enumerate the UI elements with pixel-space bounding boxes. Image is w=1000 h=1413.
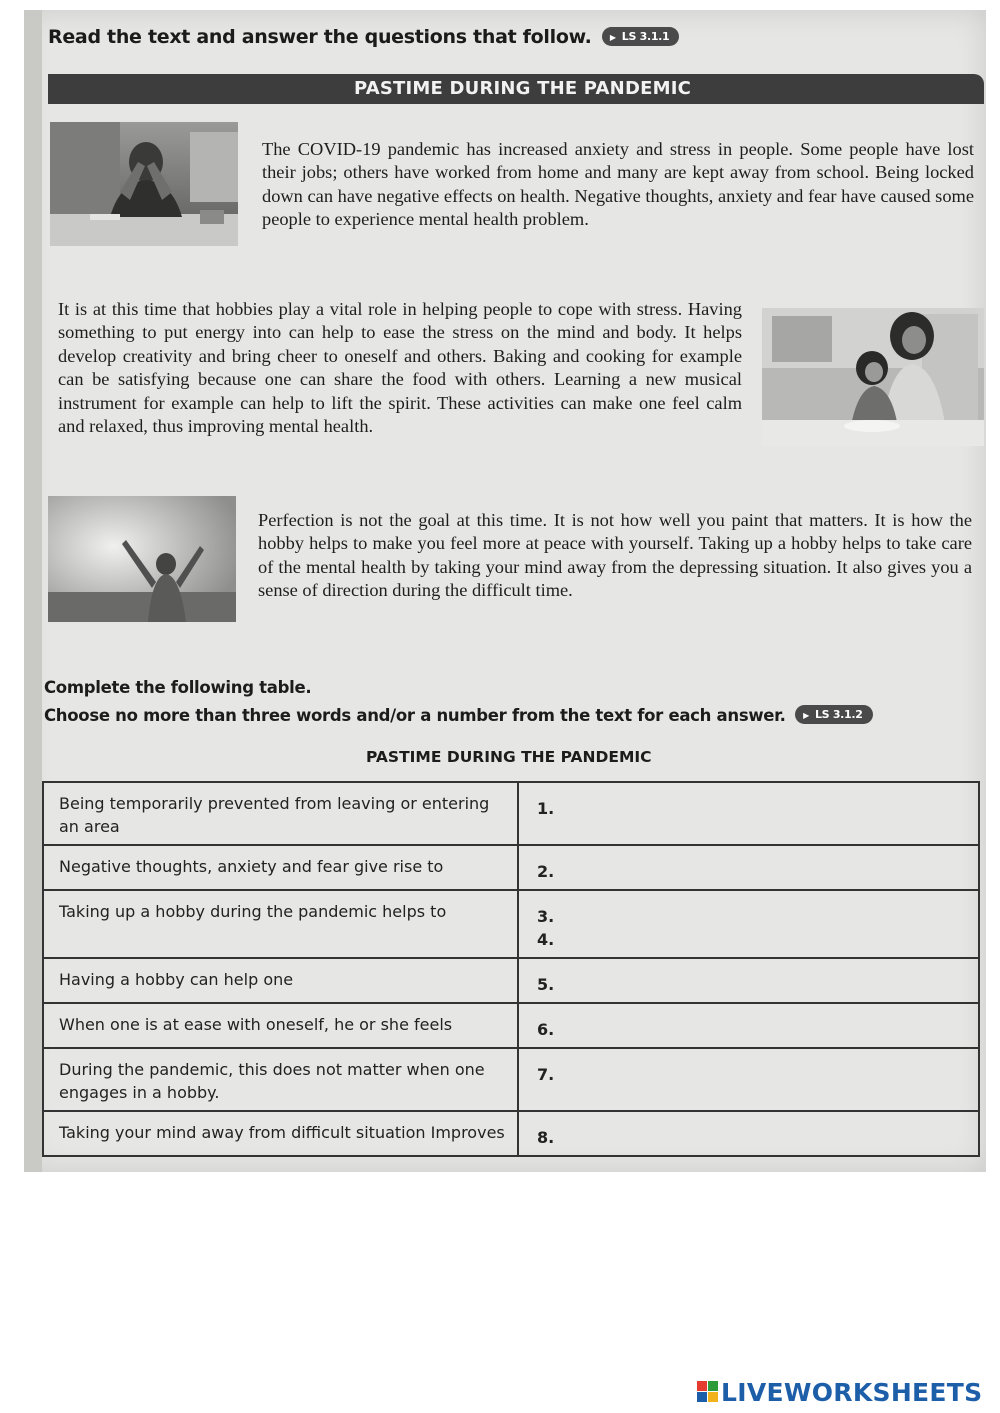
table-row: [43, 1003, 979, 1048]
liveworksheets-logo: [697, 1377, 982, 1407]
ls-badge-2: [795, 705, 873, 724]
question-cell: Being temporarily prevented from leaving or entering an area: [43, 782, 518, 845]
answer-number: 4.: [537, 930, 555, 949]
page-binding-shadow: [24, 10, 42, 1172]
question-cell: During the pandemic, this does not matter when one engages in a hobby.: [43, 1048, 518, 1111]
question-cell: Taking your mind away from difficult situation Improves: [43, 1111, 518, 1156]
ls-badge-1-label: LS 3.1.1: [621, 30, 670, 43]
arms-raised-person-photo: [48, 496, 236, 622]
ls-badge-1: [602, 27, 680, 46]
play-icon: ▶: [803, 711, 809, 720]
task-instruction-2-text: Choose no more than three words and/or a number from the text for each answer.: [44, 706, 786, 725]
answer-number: 7.: [537, 1065, 555, 1084]
play-icon: ▶: [609, 33, 616, 42]
question-cell: Having a hobby can help one: [43, 958, 518, 1003]
answer-number: 3.: [537, 907, 555, 926]
answer-cell[interactable]: [518, 1111, 979, 1156]
question-cell: When one is at ease with oneself, he or she feels: [43, 1003, 518, 1048]
question-cell: Negative thoughts, anxiety and fear give rise to: [43, 845, 518, 890]
paragraph-2: It is at this time that hobbies play a vital role in helping people to cope with stress. Having something to put energy into can help to ease the stress on the mind and body. It helps develop creativity and bring cheer to oneself and others. Baking and cooking for example can be satisfying because one can share the food with others. Learning a new musical instrument for example can help to lift the spirit. These activities can make one feel calm and relaxed, thus improving mental health.: [58, 299, 742, 437]
question-cell: Taking up a hobby during the pandemic helps to: [43, 890, 518, 958]
task-instruction-1: Complete the following table.: [44, 678, 312, 697]
answer-cell[interactable]: [518, 1003, 979, 1048]
table-title: PASTIME DURING THE PANDEMIC: [366, 748, 652, 766]
answer-cell[interactable]: [518, 1048, 979, 1111]
answer-number: 8.: [537, 1128, 555, 1147]
mother-child-baking-photo: [762, 308, 984, 446]
passage-title-bar: [48, 74, 984, 104]
answer-number: 1.: [537, 799, 555, 818]
answer-cell[interactable]: [518, 958, 979, 1003]
paragraph-3: Perfection is not the goal at this time. It is not how well you paint that matters. It is how the hobby helps to make you feel more at peace with yourself. Taking up a hobby helps to take care of the mental health by taking your mind away from the depressing situation. It also gives you a sense of direction during the difficult time.: [258, 510, 972, 601]
answer-number: 6.: [537, 1020, 555, 1039]
logo-mark-icon: [697, 1381, 719, 1403]
answer-number: 2.: [537, 862, 555, 881]
ls-badge-2-label: LS 3.1.2: [814, 708, 863, 721]
answer-number: 5.: [537, 975, 555, 994]
table-row: [43, 1111, 979, 1156]
answer-cell[interactable]: [518, 782, 979, 845]
passage-title: PASTIME DURING THE PANDEMIC: [354, 78, 692, 99]
stressed-man-photo: [50, 122, 238, 246]
instruction-text: Read the text and answer the questions that follow.: [48, 26, 592, 48]
paragraph-1: The COVID-19 pandemic has increased anxiety and stress in people. Some people have lost their jobs; others have worked from home and many are kept away from school. Being locked down can have negative effects on health. Negative thoughts, anxiety and fear have caused some people to experience mental health problem.: [262, 139, 974, 230]
table-row: [43, 1048, 979, 1111]
table-row: [43, 845, 979, 890]
reading-instruction: [48, 26, 679, 48]
table-row: [43, 782, 979, 845]
answer-table: [42, 781, 980, 1157]
table-row: [43, 958, 979, 1003]
answer-cell[interactable]: [518, 890, 979, 958]
logo-text: LIVEWORKSHEETS: [721, 1377, 983, 1407]
table-row: [43, 890, 979, 958]
answer-table-body: [43, 782, 979, 1156]
answer-cell[interactable]: [518, 845, 979, 890]
task-instruction-2: [44, 705, 873, 725]
